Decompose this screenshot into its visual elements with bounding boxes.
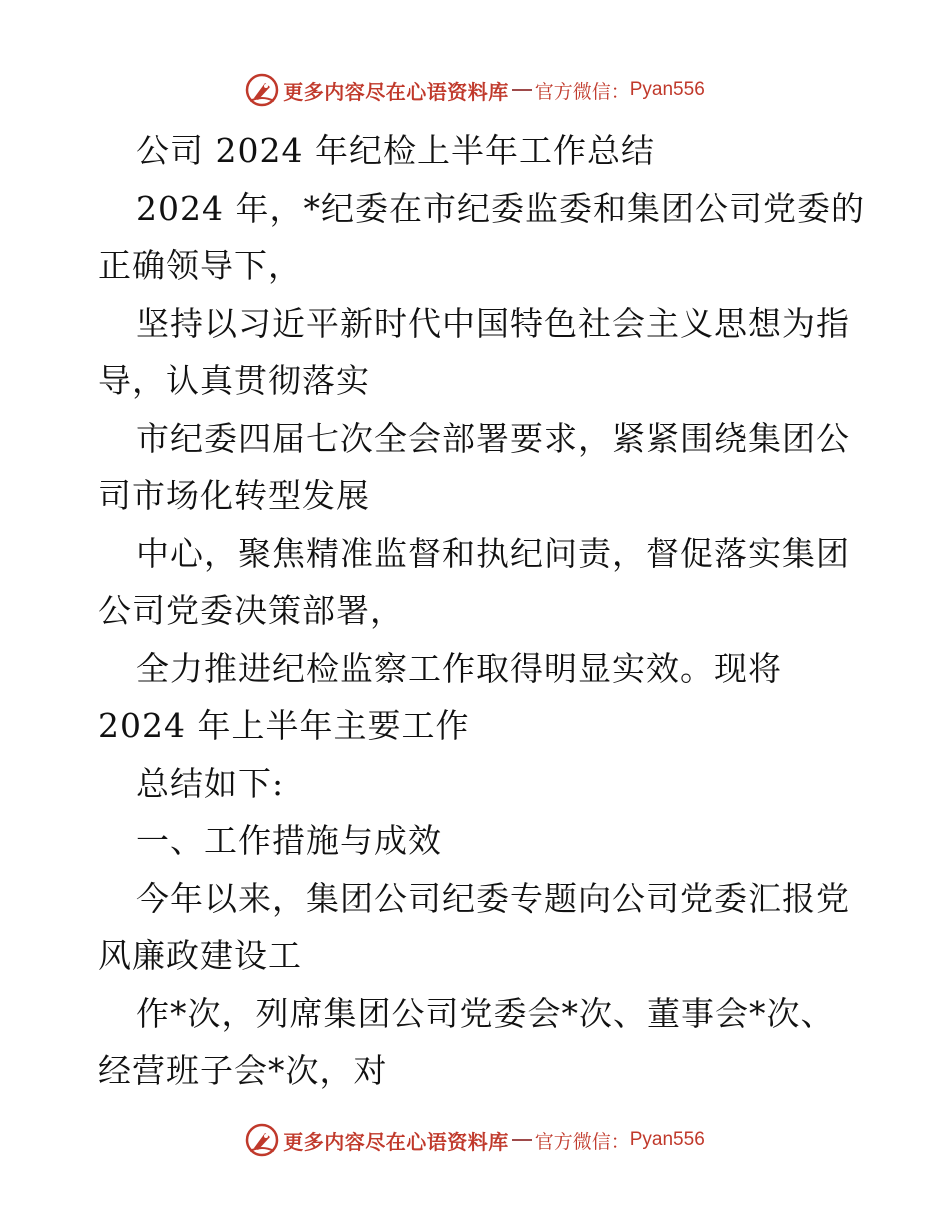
paragraph-line: 2024 年，*纪委在市纪委监委和集团公司党委的 bbox=[136, 188, 865, 228]
paragraph-line: 司市场化转型发展 bbox=[98, 476, 370, 515]
watermark-wechat-id: Pyan556 bbox=[629, 79, 705, 100]
paragraph-line: 中心，聚焦精准监督和执纪问责，督促落实集团 bbox=[136, 533, 850, 573]
pen-nib-logo-icon bbox=[245, 73, 279, 107]
document-body bbox=[98, 122, 865, 1100]
section-heading: 一、工作措施与成效 bbox=[136, 821, 442, 860]
watermark-brand: 更多内容尽在心语资料库 bbox=[283, 79, 509, 104]
watermark-wechat-label: 官方微信： bbox=[534, 80, 630, 103]
paragraph-line: 2024 年上半年主要工作 bbox=[98, 706, 470, 745]
paragraph-line: 正确领导下， bbox=[98, 246, 302, 285]
paragraph-line: 市纪委四届七次全会部署要求，紧紧围绕集团公 bbox=[136, 418, 850, 458]
paragraph-line: 风廉政建设工 bbox=[98, 936, 302, 975]
paragraph-line: 作*次，列席集团公司党委会*次、董事会*次、 bbox=[136, 993, 835, 1033]
paragraph-line: 经营班子会*次，对 bbox=[98, 1051, 388, 1090]
paragraph-line: 全力推进纪检监察工作取得明显实效。现将 bbox=[136, 648, 782, 688]
watermark-dash bbox=[512, 89, 532, 91]
watermark-wechat-id: Pyan556 bbox=[629, 1129, 705, 1150]
header-watermark bbox=[0, 70, 950, 110]
footer-watermark bbox=[0, 1120, 950, 1160]
watermark-wechat-label: 官方微信： bbox=[534, 1130, 630, 1153]
paragraph-line: 总结如下: bbox=[136, 763, 285, 803]
paragraph-line: 公司党委决策部署， bbox=[98, 591, 404, 630]
pen-nib-logo-icon bbox=[245, 1123, 279, 1157]
paragraph-line: 坚持以习近平新时代中国特色社会主义思想为指 bbox=[136, 303, 850, 343]
watermark-brand: 更多内容尽在心语资料库 bbox=[283, 1129, 509, 1154]
document-title: 公司 2024 年纪检上半年工作总结 bbox=[136, 131, 655, 170]
watermark-dash bbox=[512, 1139, 532, 1141]
paragraph-line: 导，认真贯彻落实 bbox=[98, 361, 370, 400]
paragraph-line: 今年以来，集团公司纪委专题向公司党委汇报党 bbox=[136, 878, 850, 918]
